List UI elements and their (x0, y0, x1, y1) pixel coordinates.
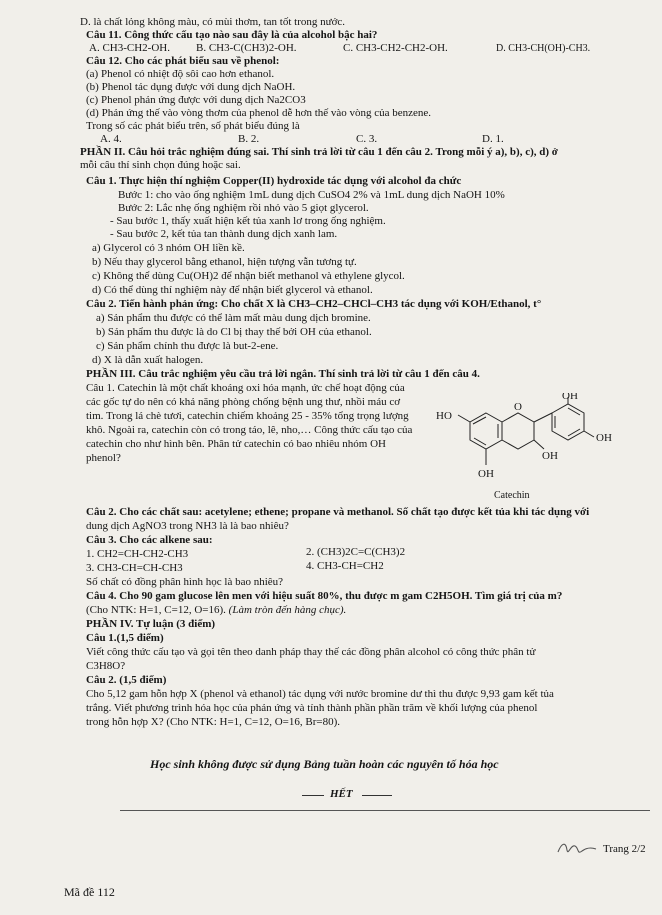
q12-option-b: B. 2. (238, 133, 260, 145)
part2-title: PHẦN II. Câu hỏi trắc nghiệm đúng sai. Thí sinh trả lời từ câu 1 đến câu 2. Trong mỗi ý a), b), c), d) ở (80, 146, 558, 158)
oh-label-bottom: OH (478, 468, 494, 480)
p3-q3-item4: 4. CH3-CH=CH2 (306, 560, 384, 572)
end-mark: HẾT (330, 788, 353, 800)
p3-q3-prompt: Câu 3. Cho các alkene sau: (86, 534, 213, 546)
p4-q1-line1: Viết công thức cấu tạo và gọi tên theo danh pháp thay thế các đồng phân alcohol có công thức phân tử (86, 646, 536, 658)
catechin-structure (436, 393, 646, 501)
footer-rule (120, 810, 650, 811)
catechin-caption: Catechin (494, 490, 530, 501)
p2-q2-item-d: d) X là dẫn xuất halogen. (92, 354, 204, 366)
q12-statement-b: (b) Phenol tác dụng được với dung dịch NaOH. (86, 81, 296, 93)
p2-q2-item-b: b) Sản phẩm thu được là do Cl bị thay thế bởi OH của ethanol. (96, 326, 372, 338)
p3-q1-line6: phenol? (86, 452, 121, 464)
p2-q1-step1: Bước 1: cho vào ống nghiệm 1mL dung dịch CuSO4 2% và 1mL dung dịch NaOH 10% (118, 189, 505, 201)
p2-q1-item-b: b) Nếu thay glycerol bằng ethanol, hiện tượng vẫn tương tự. (92, 256, 357, 268)
q12-option-a: A. 4. (100, 133, 122, 145)
q11-option-b: B. CH3-C(CH3)2-OH. (196, 42, 297, 54)
q12-statement-a: (a) Phenol có nhiệt độ sôi cao hơn ethanol. (86, 68, 275, 80)
q12-statement-c: (c) Phenol phản ứng được với dung dịch Na2CO3 (86, 94, 306, 106)
p3-q3-item2: 2. (CH3)2C=C(CH3)2 (306, 546, 406, 558)
p3-q4-line2: (Cho NTK: H=1, C=12, O=16). (Làm tròn đến hàng chục). (86, 604, 347, 616)
ho-label-left: HO (436, 410, 452, 422)
p2-q1-step2: Bước 2: Lắc nhẹ ống nghiệm rồi nhỏ vào 5 giọt glycerol. (118, 202, 369, 214)
page-number: Trang 2/2 (603, 843, 646, 855)
q12-option-d: D. 1. (482, 133, 504, 145)
p3-q2-line1: Câu 2. Cho các chất sau: acetylene; ethene; propane và methanol. Số chất tạo được kết tủa khi tác dụng với (86, 506, 590, 518)
q11-option-d: D. CH3-CH(OH)-CH3. (496, 43, 591, 54)
periodic-table-note: Học sinh không được sử dụng Bảng tuần hoàn các nguyên tố hóa học (150, 757, 499, 771)
p4-q1-title: Câu 1.(1,5 điểm) (86, 632, 164, 644)
q11-option-c: C. CH3-CH2-CH2-OH. (343, 42, 448, 54)
p2-q2-item-a: a) Sản phẩm thu được có thể làm mất màu dung dịch bromine. (96, 312, 371, 324)
part4-title: PHẦN IV. Tự luận (3 điểm) (86, 618, 216, 630)
p3-q1-line3: tim. Trong lá chè tươi, catechin chiếm khoảng 25 - 35% tổng trọng lượng (86, 410, 409, 422)
p4-q2-line2: trắng. Viết phương trình hóa học của phản ứng và tính thành phần phần trăm về khối lượng của phenol (86, 702, 538, 714)
p3-q3-item3: 3. CH3-CH=CH-CH3 (86, 562, 183, 574)
exam-code: Mã đề 112 (64, 885, 115, 899)
p2-q1-observation1: - Sau bước 1, thấy xuất hiện kết tủa xanh lơ trong ống nghiệm. (110, 215, 386, 227)
p3-q4-line1: Câu 4. Cho 90 gam glucose lên men với hiệu suất 80%, thu được m gam C2H5OH. Tìm giá trị của m? (86, 590, 563, 602)
end-rule-left (302, 795, 324, 796)
oh-label-top: OH (562, 393, 578, 402)
p2-q2-item-c: c) Sản phẩm chính thu được là but-2-ene. (96, 340, 279, 352)
previous-option-d: D. là chất lỏng không màu, có mùi thơm, tan tốt trong nước. (80, 16, 346, 28)
p2-q1-item-d: d) Có thể dùng thí nghiệm này để nhận biết glycerol và ethanol. (92, 284, 373, 296)
p4-q2-line1: Cho 5,12 gam hỗn hợp X (phenol và ethanol) tác dụng với nước bromine dư thì thu được 9,93 gam kết tủa (86, 688, 554, 700)
q12-option-c: C. 3. (356, 133, 378, 145)
p4-q2-title: Câu 2. (1,5 điểm) (86, 674, 167, 686)
p2-q1-prompt: Câu 1. Thực hiện thí nghiệm Copper(II) hydroxide tác dụng với alcohol đa chức (86, 175, 462, 187)
q12-question: Trong số các phát biểu trên, số phát biểu đúng là (86, 120, 300, 132)
part2-title-line2: mỗi câu thí sinh chọn đúng hoặc sai. (80, 159, 241, 171)
p3-q1-line4: khô. Ngoài ra, catechin còn có trong táo, lê, nho,… Công thức cấu tạo của (86, 424, 413, 436)
q11-option-a: A. CH3-CH2-OH. (89, 42, 170, 54)
p3-q1-line2: các gốc tự do nên có khả năng phòng chống bệnh ung thư, nhồi máu cơ (86, 396, 401, 408)
p4-q1-line2: C3H8O? (86, 660, 126, 672)
p3-q3-item1: 1. CH2=CH-CH2-CH3 (86, 548, 189, 560)
p2-q1-item-a: a) Glycerol có 3 nhóm OH liền kề. (92, 242, 245, 254)
ring-oxygen-label: O (514, 401, 522, 413)
handwritten-initials (556, 838, 598, 860)
q12-statement-d: (d) Phản ứng thế vào vòng thơm của phenol dễ hơn thế vào vòng của benzene. (86, 107, 432, 119)
q12-prompt: Câu 12. Cho các phát biểu sau về phenol: (86, 55, 280, 67)
p3-q1-line1: Câu 1. Catechin là một chất khoáng oxi hóa mạnh, ức chế hoạt động của (86, 382, 405, 394)
part3-title: PHẦN III. Câu trắc nghiệm yêu cầu trả lời ngắn. Thí sinh trả lời từ câu 1 đến câu 4. (86, 368, 480, 380)
q11-prompt: Câu 11. Công thức cấu tạo nào sau đây là của alcohol bậc hai? (86, 29, 378, 41)
p2-q2-prompt: Câu 2. Tiến hành phản ứng: Cho chất X là CH3–CH2–CHCl–CH3 tác dụng với KOH/Ethanol, t° (86, 298, 542, 310)
p3-q2-line2: dung dịch AgNO3 trong NH3 là là bao nhiêu? (86, 520, 289, 532)
p4-q2-line3: trong hỗn hợp X? (Cho NTK: H=1, C=12, O=16, Br=80). (86, 716, 340, 728)
p2-q1-observation2: - Sau bước 2, kết tủa tan thành dung dịch xanh lam. (110, 228, 338, 240)
p2-q1-item-c: c) Không thể dùng Cu(OH)2 để nhận biết methanol và ethylene glycol. (92, 270, 405, 282)
p3-q3-question: Số chất có đồng phân hình học là bao nhiêu? (86, 576, 284, 588)
p3-q1-line5: catechin cho như hình bên. Phân tử catechin có bao nhiêu nhóm OH (86, 438, 386, 450)
end-rule-right (362, 795, 392, 796)
oh-label-middle: OH (542, 450, 558, 462)
oh-label-right: OH (596, 432, 612, 444)
